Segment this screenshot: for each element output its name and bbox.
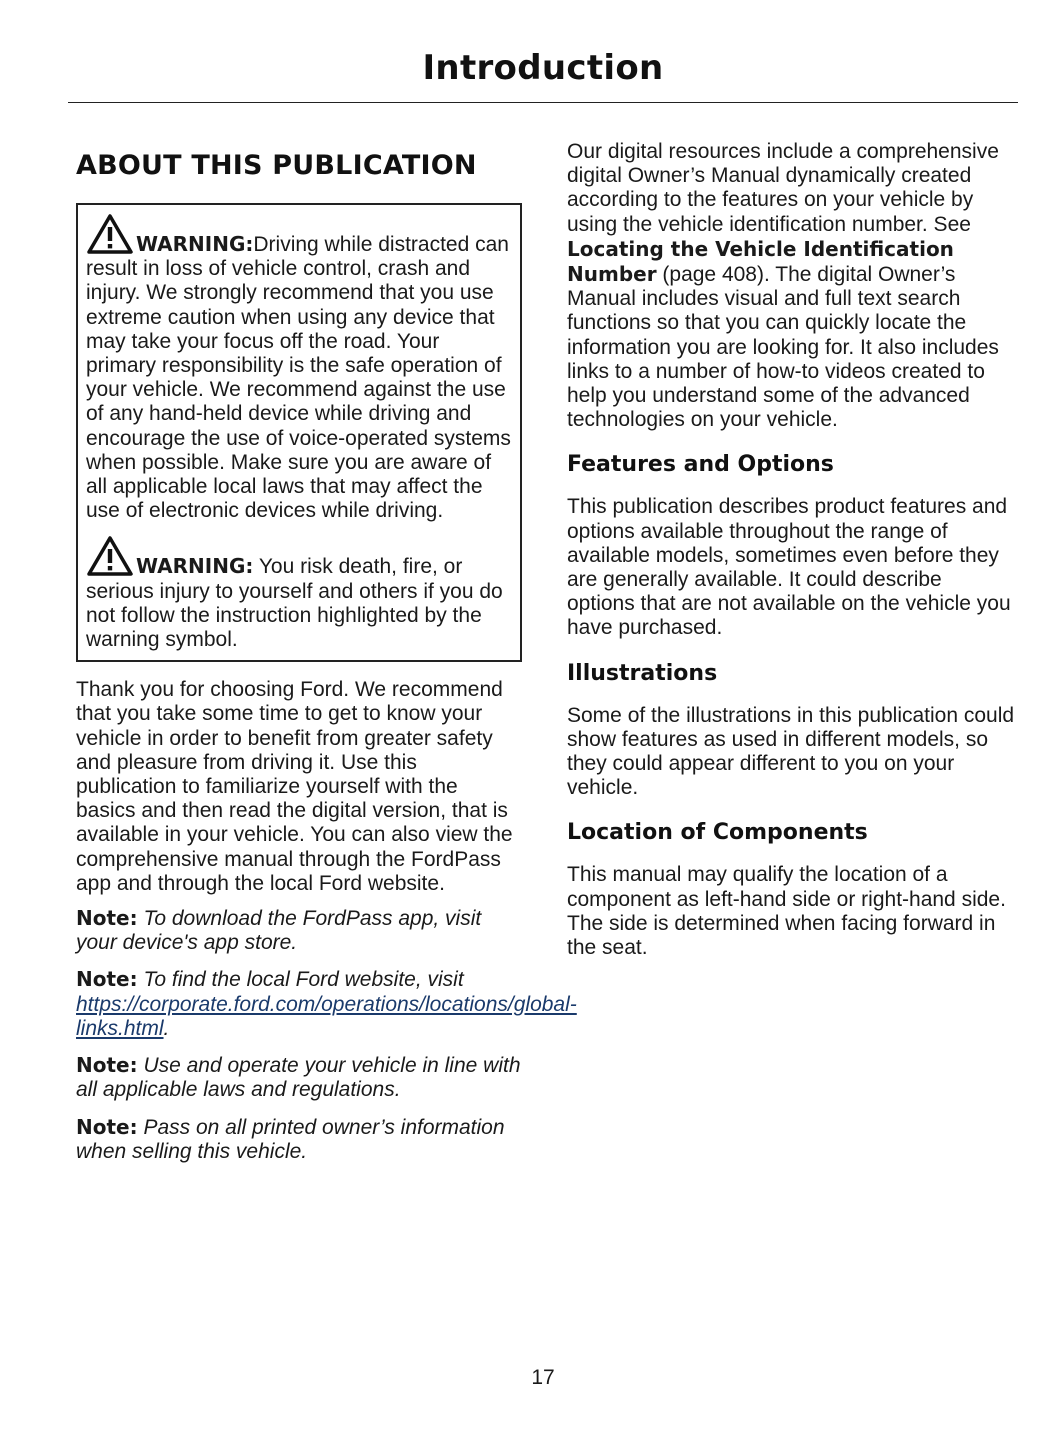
page-number: 17: [531, 1366, 555, 1389]
vin-reference-link[interactable]: Locating the Vehicle Identification Number: [567, 236, 954, 287]
header-rule: [68, 102, 1018, 103]
digital-text-before: Our digital resources include a comprehensive digital Owner’s Manual dynamically created according to the features on your vehicle by using the vehicle identification number. See: [567, 140, 999, 236]
left-column: [76, 140, 577, 1176]
section-title: ABOUT THIS PUBLICATION: [76, 150, 477, 181]
note-label: Note:: [76, 1053, 138, 1078]
features-options-text: This publication describes product features and options available throughout the range of available models, sometimes even before they are generally available. It could describe options that are not available on the vehicle you have purchased.: [567, 495, 1011, 640]
illustrations-text: Some of the illustrations in this publication could show features as used in different models, so they could appear different to you on your vehicle.: [567, 703, 1015, 800]
note-text-after: .: [163, 1016, 170, 1040]
warning-paragraph-2: [86, 535, 512, 652]
warning-box: [76, 203, 522, 662]
note-pass-on: [76, 1115, 522, 1164]
note-text: Pass on all printed owner’s information when selling this vehicle.: [76, 1115, 505, 1163]
warning-triangle-icon: [86, 535, 134, 577]
digital-resources-paragraph: [567, 140, 1015, 432]
warning-paragraph-1: [86, 213, 512, 523]
note-app-store: [76, 906, 522, 955]
note-text: To download the FordPass app, visit your device's app store.: [76, 907, 482, 955]
digital-text-after: (page 408). The digital Owner’s Manual includes visual and full text search functions so that you can quickly locate the information you are looking for. It also includes links to a number of how-to videos created to help you understand some of the advanced technologies on your vehicle.: [567, 263, 999, 432]
page-header-title: Introduction: [422, 48, 664, 88]
location-components-text: This manual may qualify the location of a component as left-hand side or right-hand side. The side is determined when facing forward in the seat.: [567, 863, 1006, 960]
note-text: Use and operate your vehicle in line with all applicable laws and regulations.: [76, 1054, 521, 1102]
note-label: Note:: [76, 1114, 138, 1139]
warning-label: WARNING:: [136, 232, 254, 256]
warning-triangle-icon: [86, 213, 134, 255]
warning-label: WARNING:: [136, 554, 254, 579]
features-options-title: Features and Options: [567, 452, 834, 478]
note-label: Note:: [76, 967, 138, 992]
right-column: [567, 140, 1015, 970]
note-text: To find the local Ford website, visit: [143, 968, 464, 992]
intro-paragraph: Thank you for choosing Ford. We recommend that you take some time to get to know your vehicle in order to benefit from greater safety and pleasure from driving it. Use this publication to familiarize yourself with the basics and then read the digital version, that is available in your vehicle. You can also view the comprehensive manual through the FordPass app and through the local Ford website.: [76, 678, 513, 895]
location-components-title: Location of Components: [567, 820, 868, 846]
note-label: Note:: [76, 906, 138, 931]
illustrations-title: Illustrations: [567, 660, 718, 686]
note-ford-website: [76, 967, 577, 1041]
note-laws: [76, 1053, 522, 1102]
warning-text: You risk death, fire, or serious injury to yourself and others if you do not follow the instruction highlighted by the warning symbol.: [86, 555, 503, 652]
warning-text: Driving while distracted can result in loss of vehicle control, crash and injury. We strongly recommend that you use extreme caution when using any device that may take your focus off the road. Your primary responsibility is the safe operation of your vehicle. We recommend against the use of any hand-held device while driving and encourage the use of voice-operated systems when possible. Make sure you are aware of all applicable local laws that may affect the use of electronic devices while driving.: [86, 233, 511, 523]
ford-global-links-link[interactable]: https://corporate.ford.com/operations/locations/global-links.html: [76, 992, 577, 1040]
